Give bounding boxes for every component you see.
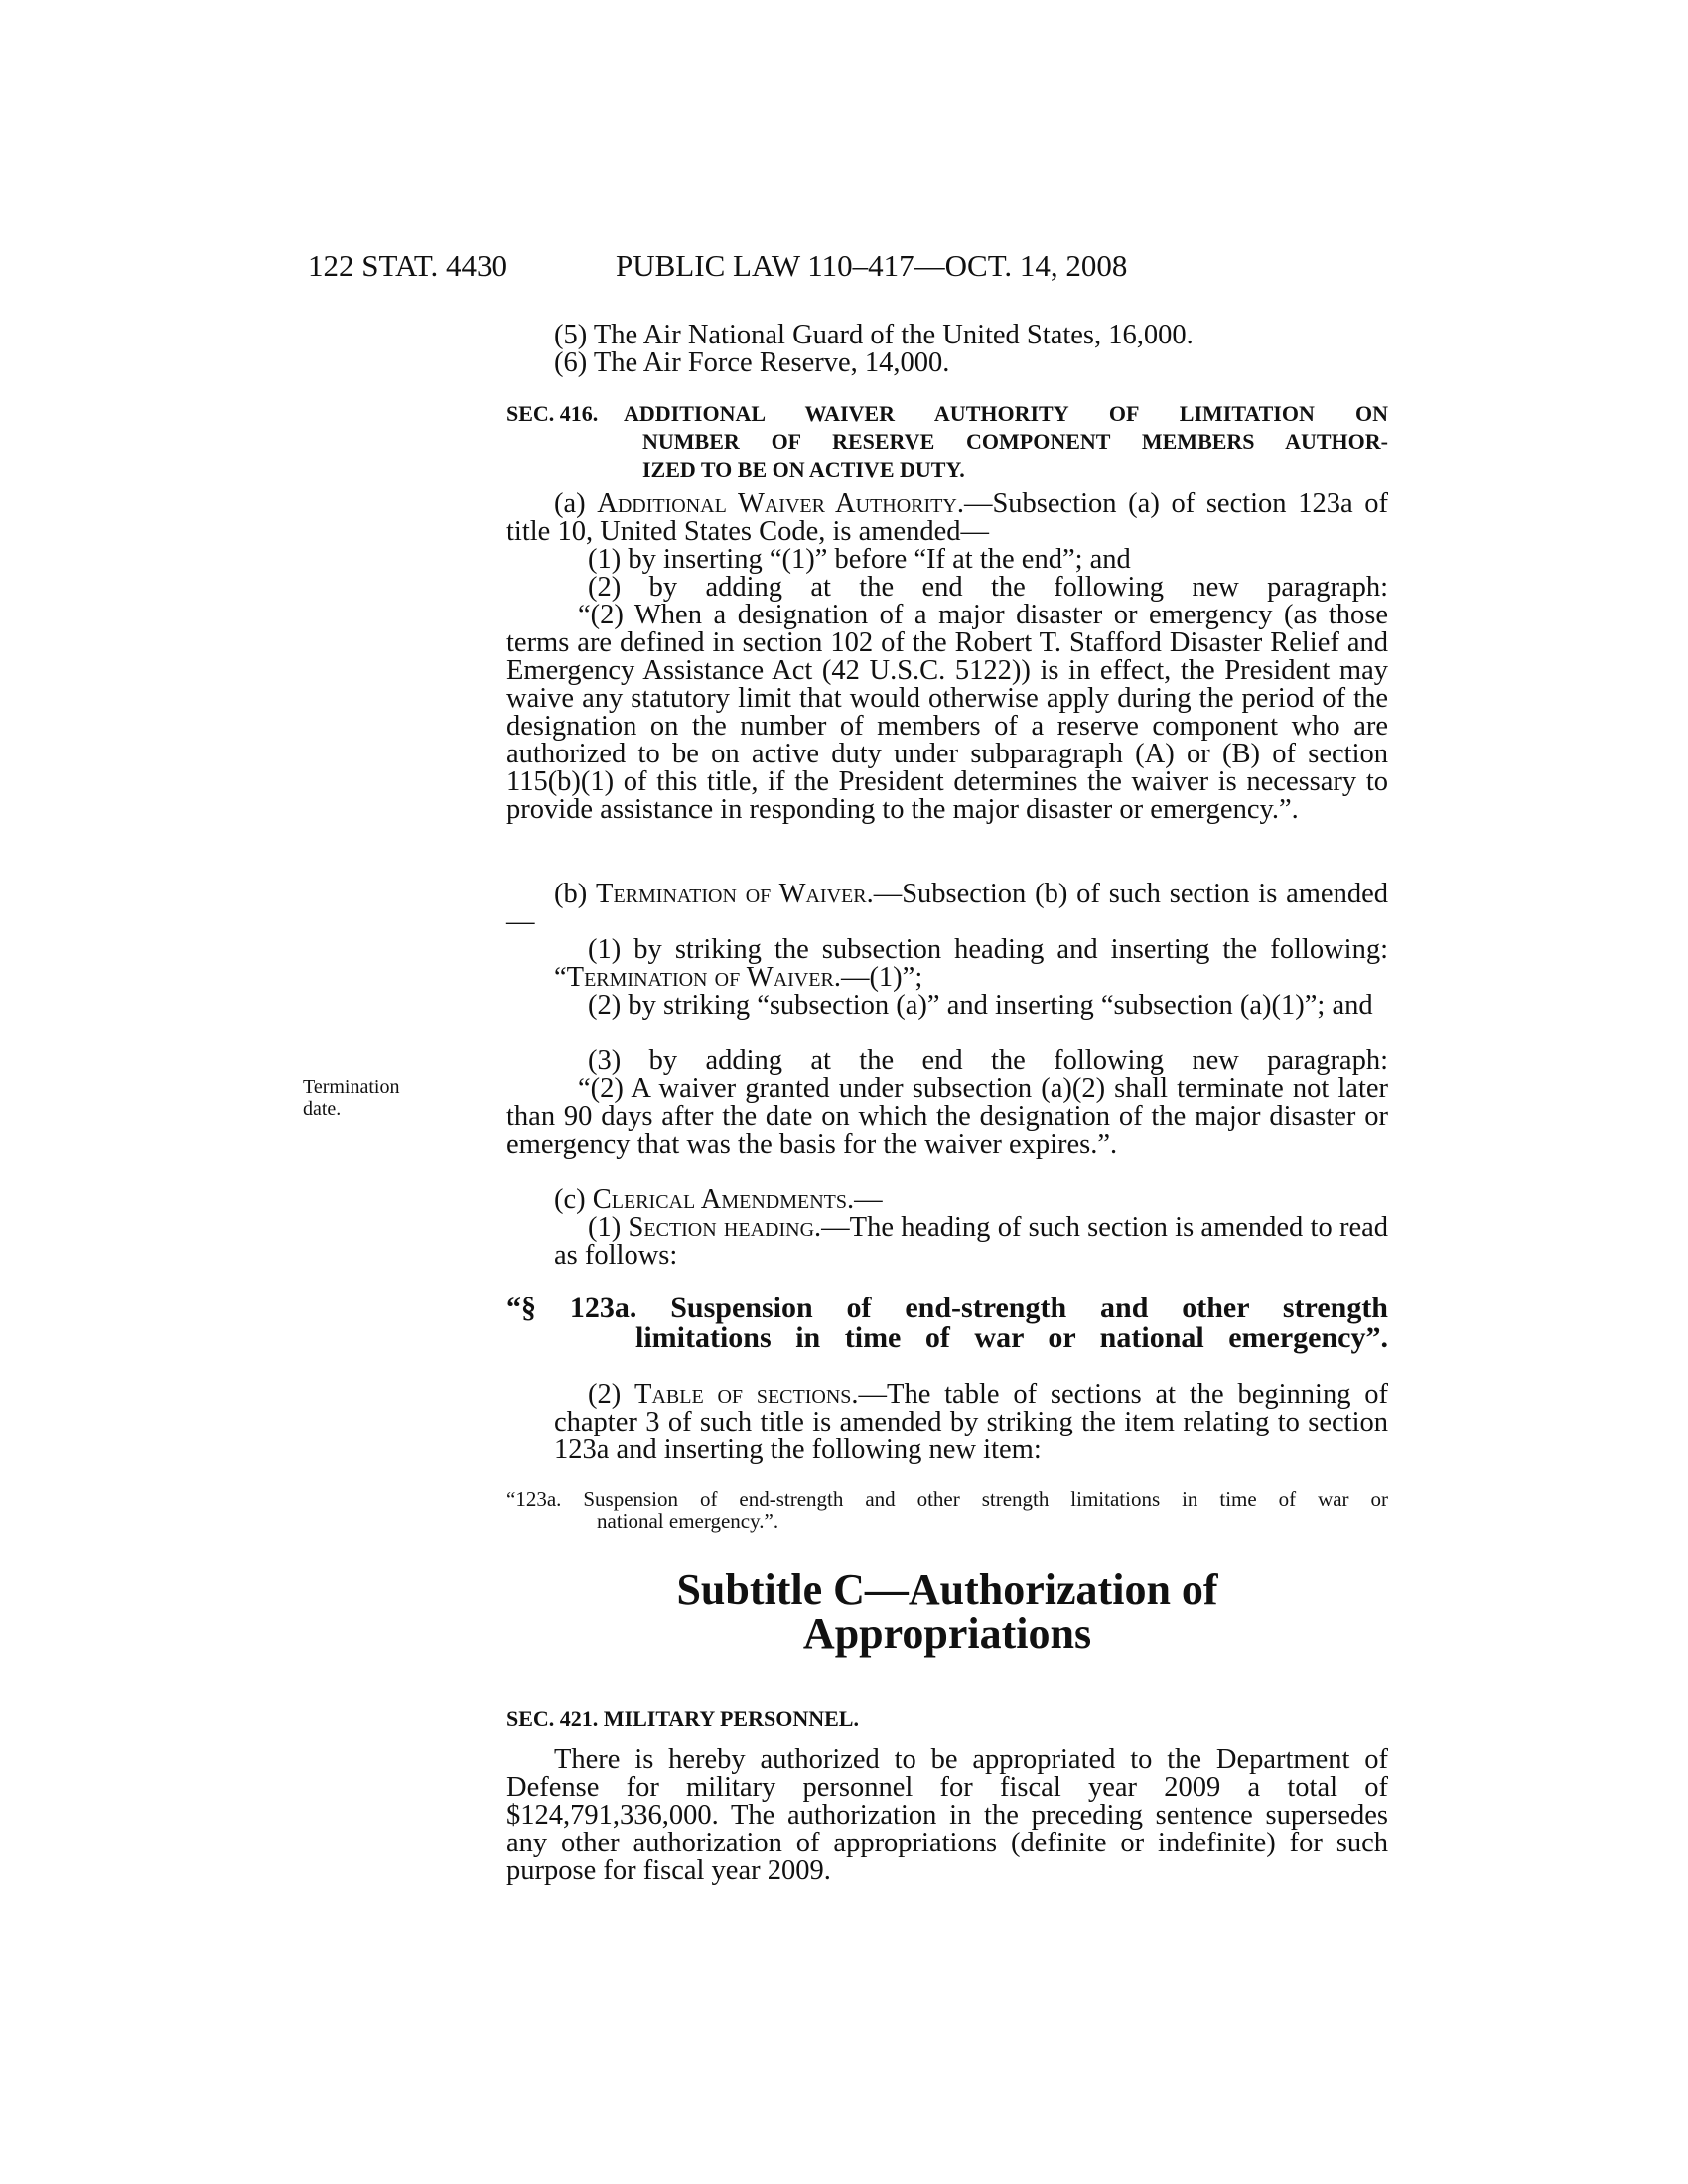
sec-416-title-line-3: IZED TO BE ON ACTIVE DUTY. <box>642 457 965 481</box>
subsection-b-paragraph-1: (1) by striking the subsection heading and inserting the following: “Termination of Waiver.—(1)”; <box>554 934 1388 993</box>
subsection-b-quoted-paragraph: “(2) A waiver granted under subsection (a)(2) shall terminate not later than 90 days after the date on which the designation of the major disaster or emergency that was the basis for the waiver expires.”. <box>506 1073 1388 1160</box>
toc-item-line-1: “123a. Suspension of end-strength and other strength limitations in time of war or <box>506 1487 1388 1511</box>
subsection-a-heading: Additional Waiver Authority <box>597 488 957 519</box>
amended-section-heading-line-2: limitations in time of war or national emergency”. <box>635 1321 1388 1354</box>
subsection-a: (a) Additional Waiver Authority.—Subsection (a) of section 123a of title 10, United States Code, is amended— <box>506 488 1388 547</box>
subsection-a-paragraph-2: (2) by adding at the end the following new paragraph: <box>588 572 1388 603</box>
running-head-title: PUBLIC LAW 110–417—OCT. 14, 2008 <box>616 248 1128 283</box>
subsection-c-paragraph-1: (1) Section heading.—The heading of such section is amended to read as follows: <box>554 1212 1389 1271</box>
amended-section-heading-line-1: “§ 123a. Suspension of end-strength and other strength <box>506 1292 1388 1324</box>
subsection-b: (b) Termination of Waiver.—Subsection (b) of such section is amended— <box>506 879 1388 937</box>
sec-421-title: SEC. 421. MILITARY PERSONNEL. <box>506 1706 859 1731</box>
toc-item-line-2: national emergency.”. <box>597 1509 779 1533</box>
subsection-b-heading: Termination of Waiver <box>596 879 867 909</box>
stat-reference: 122 STAT. 4430 <box>308 248 508 283</box>
margin-note: Termination date. <box>303 1076 400 1120</box>
subsection-c-paragraph-2: (2) Table of sections.—The table of sections at the beginning of chapter 3 of such title is amended by striking the item relating to section 123a and inserting the following new item: <box>554 1379 1388 1465</box>
subsection-a-quoted-paragraph: “(2) When a designation of a major disaster or emergency (as those terms are defined in section 102 of the Robert T. Stafford Disaster Relief and Emergency Assistance Act (42 U.S.C. 5122)) is in effect, the President may waive any statutory limit that would otherwise apply during the period of the designation on the number of members of a reserve component who are authorized to be on active duty under subparagraph (A) or (B) of section 115(b)(1) of this title, if the President determines the waiver is necessary to provide assistance in responding to the major disaster or emergency.”. <box>506 600 1388 825</box>
item-5: (5) The Air National Guard of the United States, 16,000. <box>554 320 1194 350</box>
subsection-b-paragraph-3: (3) by adding at the end the following new paragraph: <box>588 1045 1388 1076</box>
subtitle-heading: Subtitle C—Authorization of Appropriations <box>676 1566 1218 1658</box>
sec-416-title-line-1: ADDITIONAL WAIVER AUTHORITY OF LIMITATION ON <box>624 401 1388 426</box>
sec-421-text: There is hereby authorized to be appropriated to the Department of Defense for military personnel for fiscal year 2009 a total of $124,791,336,000. The authorization in the preceding sentence supersedes any other authorization of appropriations (definite or indefinite) for such purpose for fiscal year 2009. <box>506 1744 1388 1886</box>
subsection-a-paragraph-1: (1) by inserting “(1)” before “If at the end”; and <box>588 544 1131 575</box>
subsection-c: (c) Clerical Amendments.— <box>554 1184 883 1215</box>
subsection-c-heading: Clerical Amendments <box>592 1184 848 1215</box>
sec-416-title-line-2: NUMBER OF RESERVE COMPONENT MEMBERS AUTHOR- <box>642 429 1388 454</box>
sec-416-number: SEC. 416. <box>506 401 599 426</box>
subsection-b-paragraph-2: (2) by striking “subsection (a)” and inserting “subsection (a)(1)”; and <box>588 990 1373 1021</box>
item-6: (6) The Air Force Reserve, 14,000. <box>554 347 950 378</box>
